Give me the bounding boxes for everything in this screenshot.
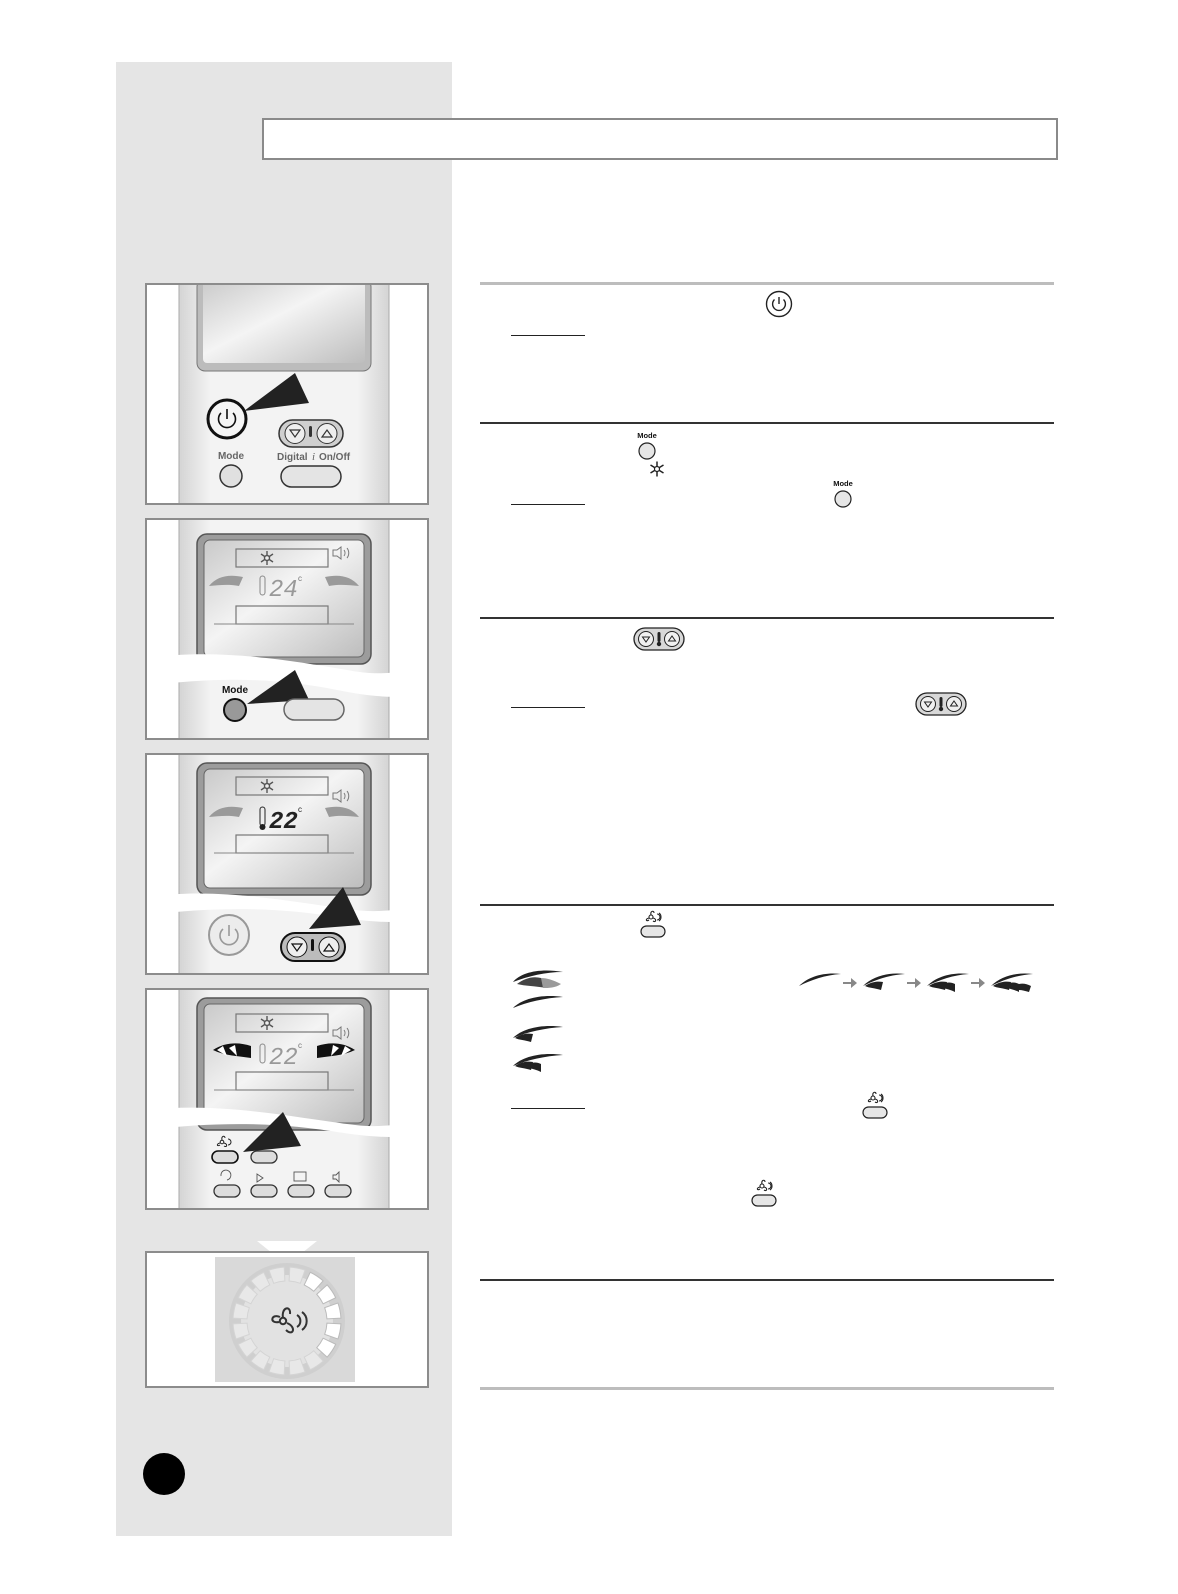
section-divider-2 — [480, 617, 1054, 619]
note-underline-4 — [511, 1108, 585, 1109]
page-number-marker — [143, 1453, 185, 1495]
power-button — [209, 915, 249, 955]
note-underline-1 — [511, 335, 585, 336]
power-icon — [765, 290, 793, 318]
display-temperature: 22 — [269, 1045, 298, 1072]
arrow-right-icon — [843, 978, 857, 988]
page-title-box — [262, 118, 1058, 160]
mode-button-icon — [828, 479, 858, 511]
temp-adjust-icon — [633, 627, 685, 651]
display-temperature: 22 — [269, 809, 298, 836]
note-underline-3 — [511, 707, 585, 708]
mode-button-icon — [632, 431, 662, 463]
power-button — [208, 400, 246, 438]
svg-text:i: i — [312, 451, 316, 463]
note-underline-2 — [511, 504, 585, 505]
section-top-rule — [480, 282, 1054, 285]
fan-speed-icon — [638, 909, 668, 939]
mode-label: Mode — [217, 451, 245, 462]
remote-panel-mode — [145, 518, 429, 740]
fan-level-high-icon — [927, 974, 969, 993]
indoor-unit-display-panel — [145, 1251, 429, 1388]
section-divider-1 — [480, 422, 1054, 424]
fan-level-sequence — [797, 968, 1035, 996]
mode-label: Mode — [833, 479, 853, 488]
remote-panel-power — [145, 283, 429, 505]
mode-label: Mode — [637, 431, 657, 440]
temp-adjust-button — [279, 420, 343, 447]
section-divider-4 — [480, 1279, 1054, 1281]
mode-label: Mode — [221, 685, 249, 696]
temp-adjust-icon — [915, 692, 967, 716]
remote-panel-temperature — [145, 753, 429, 975]
fan-level-auto-icon — [991, 974, 1033, 993]
fan-speed-icon — [749, 1178, 779, 1208]
digital-label: Digital — [277, 452, 308, 463]
arrow-right-icon — [907, 978, 921, 988]
fan-mode-icon — [648, 460, 666, 478]
fan-level-low-icon — [799, 974, 841, 987]
svg-text:c: c — [298, 1041, 302, 1050]
remote-panel-fan-speed — [145, 988, 429, 1210]
display-temperature: 24 — [269, 577, 298, 604]
fan-level-high-icon — [513, 1054, 563, 1072]
fan-level-low-icon — [513, 996, 563, 1008]
section-bottom-rule — [480, 1387, 1054, 1390]
fan-level-medium-icon — [863, 974, 905, 991]
fan-speed-icon — [860, 1090, 890, 1120]
fan-level-list — [511, 966, 567, 1076]
fan-level-medium-icon — [513, 1026, 563, 1042]
fan-level-auto-icon — [513, 970, 563, 988]
section-divider-3 — [480, 904, 1054, 906]
temp-adjust-button — [281, 933, 345, 961]
svg-text:c: c — [298, 574, 302, 583]
onoff-label: On/Off — [319, 452, 351, 463]
svg-text:c: c — [298, 805, 302, 814]
arrow-right-icon — [971, 978, 985, 988]
